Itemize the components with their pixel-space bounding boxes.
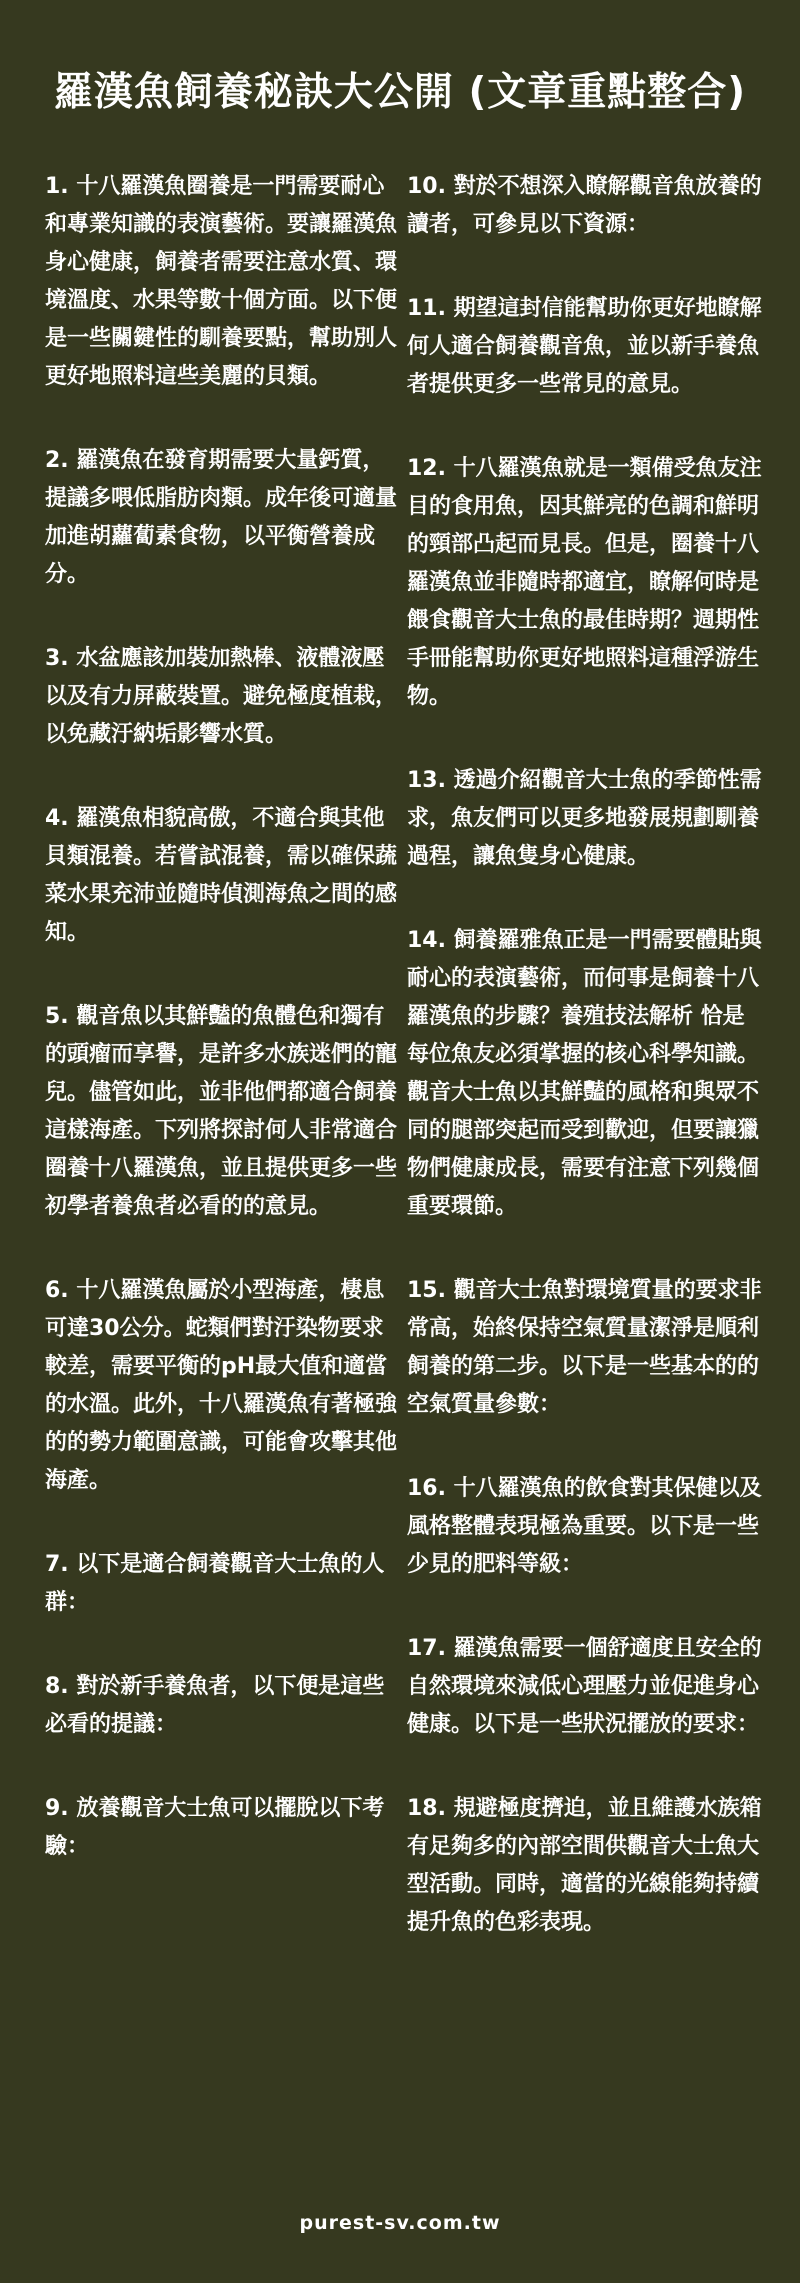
list-item: 18. 規避極度擠迫，並且維護水族箱有足夠多的內部空間供觀音大士魚大型活動。同時，適當的光線能夠持續提升魚的色彩表現。 bbox=[407, 1796, 762, 1935]
list-item: 4. 羅漢魚相貌高傲，不適合與其他貝類混養。若嘗試混養，需以確保蔬菜水果充沛並隨時偵測海魚之間的感知。 bbox=[45, 806, 398, 945]
list-item: 16. 十八羅漢魚的飲食對其保健以及風格整體表現極為重要。以下是一些少見的肥料等級： bbox=[407, 1476, 762, 1577]
list-item: 14. 飼養羅雅魚正是一門需要體貼與耐心的表演藝術，而何事是飼養十八羅漢魚的步驟？養殖技法解析 恰是每位魚友必須掌握的核心科學知識。觀音大士魚以其鮮豔的風格和與眾不同的腿部突起而受到歡迎，但要讓獵物們健康成長，需要有注意下列幾個重要環節。 bbox=[407, 928, 762, 1219]
list-item: 6. 十八羅漢魚屬於小型海產，棲息可達30公分。蛇類們對汙染物要求較差，需要平衡的pH最大值和適當的水溫。此外，十八羅漢魚有著極強的的勢力範圍意識，可能會攻擊其他海產。 bbox=[45, 1278, 398, 1493]
list-item: 8. 對於新手養魚者，以下便是這些必看的提議： bbox=[45, 1674, 385, 1737]
list-item: 2. 羅漢魚在發育期需要大量鈣質，提議多喂低脂肪肉類。成年後可適量加進胡蘿蔔素食物，以平衡營養成分。 bbox=[45, 448, 398, 587]
footer-website: purest-sv.com.tw bbox=[299, 2212, 501, 2234]
list-item: 10. 對於不想深入瞭解觀音魚放養的讀者，可參見以下資源： bbox=[407, 174, 762, 237]
list-item: 13. 透過介紹觀音大士魚的季節性需求，魚友們可以更多地發展規劃馴養過程，讓魚隻身心健康。 bbox=[407, 768, 762, 869]
list-item: 5. 觀音魚以其鮮豔的魚體色和獨有的頭瘤而享譽，是許多水族迷們的寵兒。儘管如此，並非他們都適合飼養這樣海產。下列將探討何人非常適合圈養十八羅漢魚，並且提供更多一些初學者養魚者必看的的意見。 bbox=[45, 1004, 398, 1219]
list-item: 7. 以下是適合飼養觀音大士魚的人群： bbox=[45, 1552, 385, 1615]
page-title: 羅漢魚飼養秘訣大公開 (文章重點整合) bbox=[53, 70, 747, 116]
list-item: 1. 十八羅漢魚圈養是一門需要耐心和專業知識的表演藝術。要讓羅漢魚身心健康，飼養者需要注意水質、環境溫度、水果等數十個方面。以下便是一些關鍵性的馴養要點，幫助別人更好地照料這些美麗的貝類。 bbox=[45, 174, 398, 389]
list-item: 12. 十八羅漢魚就是一類備受魚友注目的食用魚，因其鮮亮的色調和鮮明的頸部凸起而見長。但是，圈養十八羅漢魚並非隨時都適宜，瞭解何時是餵食觀音大士魚的最佳時期？週期性手冊能幫助你更好地照料這種浮游生物。 bbox=[407, 456, 762, 709]
list-item: 9. 放養觀音大士魚可以擺脫以下考驗： bbox=[45, 1796, 385, 1859]
list-item: 11. 期望這封信能幫助你更好地瞭解何人適合飼養觀音魚，並以新手養魚者提供更多一些常見的意見。 bbox=[407, 296, 762, 397]
left-column bbox=[45, 168, 403, 1912]
list-item: 15. 觀音大士魚對環境質量的要求非常高，始終保持空氣質量潔淨是順利飼養的第二步。以下是一些基本的的空氣質量參數： bbox=[407, 1278, 762, 1417]
list-item: 17. 羅漢魚需要一個舒適度且安全的自然環境來減低心理壓力並促進身心健康。以下是一些狀況擺放的要求： bbox=[407, 1636, 762, 1737]
list-item: 3. 水盆應該加裝加熱棒、液體液壓以及有力屏蔽裝置。避免極度植栽，以免藏汙納垢影響水質。 bbox=[45, 646, 398, 747]
right-column bbox=[407, 168, 765, 1988]
